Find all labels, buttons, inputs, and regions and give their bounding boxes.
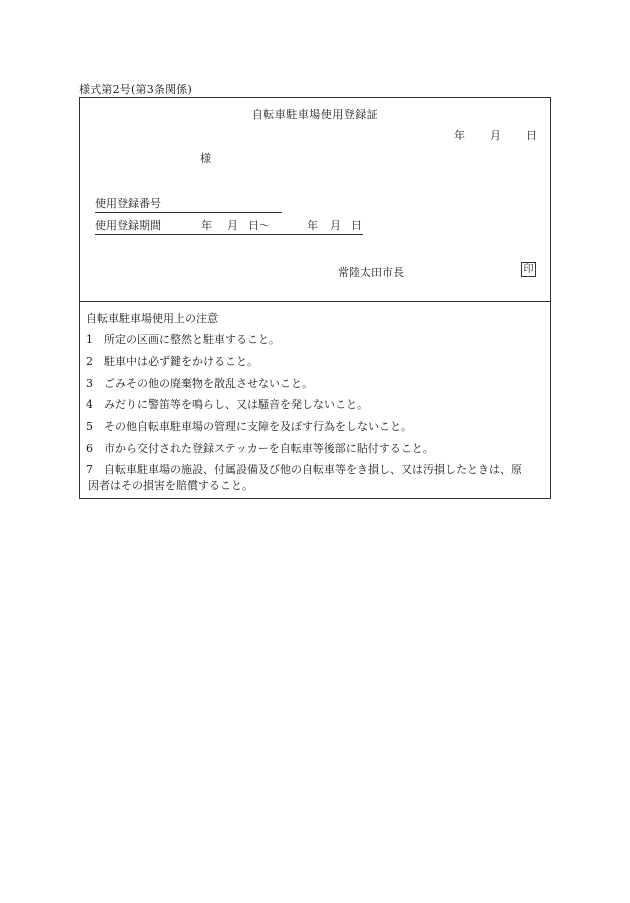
notes-title: 自転車駐車場使用上の注意 [86,312,218,325]
note-number: 1 [86,333,93,346]
period-end-day: 日 [351,219,362,232]
note-text: 所定の区画に整然と駐車すること。 [104,333,280,346]
note-text-continued: 因者はその損害を賠償すること。 [88,479,253,492]
section-divider [80,301,550,302]
note-item [86,376,546,392]
note-number: 6 [86,442,93,455]
note-item [86,397,546,413]
period-start-day: 日〜 [248,219,270,232]
issuer-name: 常陸太田市長 [338,266,404,279]
note-number: 2 [86,355,93,368]
form-number-label: 様式第2号(第3条関係) [79,83,192,96]
certificate-title: 自転車駐車場使用登録証 [251,108,379,121]
note-number: 7 [86,463,93,476]
date-day-label: 日 [526,129,537,142]
note-number: 3 [86,377,93,390]
date-year-label: 年 [454,129,465,142]
period-start-month: 月 [227,219,238,232]
certificate-frame [79,97,551,499]
registration-period-label: 使用登録期間 [95,219,161,232]
note-text: ごみその他の廃棄物を散乱させないこと。 [104,377,313,390]
note-item [86,354,546,370]
note-item [86,332,546,348]
period-end-year: 年 [307,219,318,232]
note-text: みだりに警笛等を鳴らし、又は騒音を発しないこと。 [104,398,368,411]
note-text: 市から交付された登録ステッカーを自転車等後部に貼付すること。 [104,442,434,455]
addressee-suffix: 様 [200,152,211,165]
note-number: 4 [86,398,93,411]
note-number: 5 [86,420,93,433]
seal-mark: 印 [521,262,536,277]
note-text: その他自転車駐車場の管理に支障を及ぼす行為をしないこと。 [104,420,412,433]
note-item [86,419,546,435]
date-month-label: 月 [490,129,501,142]
period-start-year: 年 [201,219,212,232]
registration-number-label: 使用登録番号 [95,197,161,210]
note-item [86,441,546,457]
registration-period-row [95,217,363,235]
note-text: 駐車中は必ず鍵をかけること。 [104,355,258,368]
note-item [86,462,546,494]
note-text: 自転車駐車場の施設、付属設備及び他の自転車等をき損し、又は汚損したときは、原 [104,463,522,476]
period-end-month: 月 [330,219,341,232]
registration-number-row [95,195,282,213]
